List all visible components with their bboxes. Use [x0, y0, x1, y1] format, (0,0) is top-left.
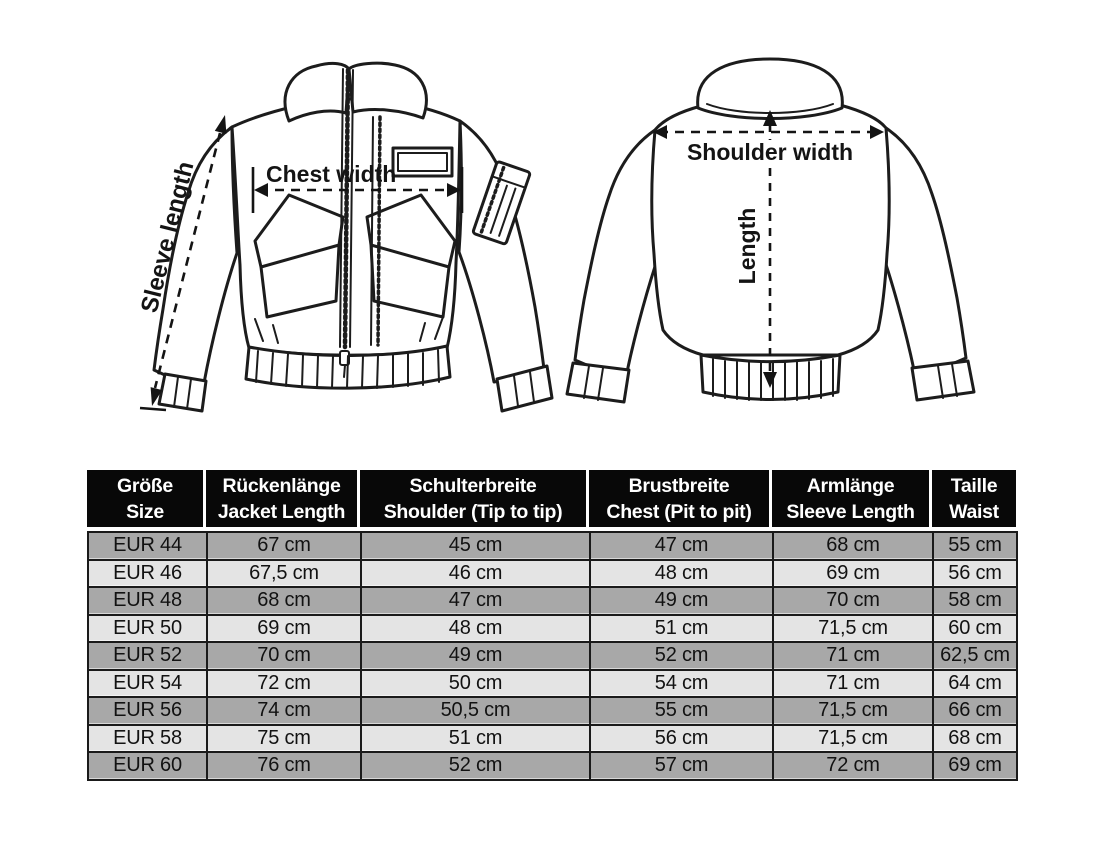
size-table-header — [87, 470, 1016, 527]
header-en: Sleeve Length — [786, 500, 915, 523]
table-cell: 56 cm — [590, 725, 773, 753]
table-cell: 55 cm — [590, 697, 773, 725]
chest-width-label: Chest width — [266, 161, 397, 187]
header-cell-brustbreite — [589, 470, 772, 527]
sleeve-length-arrowhead-top — [215, 115, 227, 134]
header-en: Chest (Pit to pit) — [606, 500, 752, 523]
header-de: Armlänge — [806, 474, 895, 497]
header-de: Brustbreite — [628, 474, 730, 497]
table-cell: 76 cm — [207, 752, 361, 780]
size-table — [87, 470, 1016, 781]
table-cell: 75 cm — [207, 725, 361, 753]
front-collar-left — [285, 63, 349, 121]
table-cell: 72 cm — [773, 752, 933, 780]
table-cell: 58 cm — [933, 587, 1017, 615]
table-cell: 71,5 cm — [773, 697, 933, 725]
size-cell: EUR 60 — [88, 752, 207, 780]
table-cell: 74 cm — [207, 697, 361, 725]
table-cell: 71,5 cm — [773, 615, 933, 643]
table-cell: 50,5 cm — [361, 697, 590, 725]
header-de: Rückenlänge — [222, 474, 341, 497]
table-row — [88, 642, 1017, 670]
table-cell: 54 cm — [590, 670, 773, 698]
header-en: Waist — [949, 500, 999, 523]
table-row — [88, 752, 1017, 780]
table-cell: 56 cm — [933, 560, 1017, 588]
table-row — [88, 670, 1017, 698]
front-zipper-teeth — [345, 70, 348, 347]
header-de: Schulterbreite — [409, 474, 537, 497]
table-cell: 45 cm — [361, 532, 590, 560]
header-cell-armlaenge — [772, 470, 932, 527]
sleeve-length-baseline — [140, 408, 166, 410]
table-cell: 52 cm — [361, 752, 590, 780]
header-cell-rueckenlaenge — [206, 470, 360, 527]
table-cell: 55 cm — [933, 532, 1017, 560]
back-right-sleeve — [879, 128, 966, 370]
table-cell: 67 cm — [207, 532, 361, 560]
table-cell: 52 cm — [590, 642, 773, 670]
table-cell: 71,5 cm — [773, 725, 933, 753]
table-cell: 47 cm — [361, 587, 590, 615]
table-row — [88, 587, 1017, 615]
table-cell: 70 cm — [207, 642, 361, 670]
table-cell: 50 cm — [361, 670, 590, 698]
back-collar — [698, 59, 843, 119]
length-label: Length — [734, 207, 760, 285]
size-cell: EUR 54 — [88, 670, 207, 698]
table-cell: 57 cm — [590, 752, 773, 780]
header-de: Größe — [117, 474, 173, 497]
size-cell: EUR 56 — [88, 697, 207, 725]
table-cell: 68 cm — [933, 725, 1017, 753]
table-cell: 49 cm — [590, 587, 773, 615]
table-cell: 68 cm — [207, 587, 361, 615]
table-row — [88, 615, 1017, 643]
table-cell: 47 cm — [590, 532, 773, 560]
front-left-cuff — [159, 374, 206, 411]
table-cell: 51 cm — [590, 615, 773, 643]
header-cell-schulterbreite — [360, 470, 589, 527]
table-cell: 51 cm — [361, 725, 590, 753]
header-de: Taille — [950, 474, 998, 497]
table-cell: 62,5 cm — [933, 642, 1017, 670]
front-collar-right — [349, 63, 426, 118]
front-right-sleeve — [459, 121, 544, 382]
table-cell: 64 cm — [933, 670, 1017, 698]
header-cell-taille — [932, 470, 1016, 527]
size-cell: EUR 46 — [88, 560, 207, 588]
table-cell: 60 cm — [933, 615, 1017, 643]
table-cell: 69 cm — [933, 752, 1017, 780]
back-left-sleeve — [575, 130, 662, 372]
jacket-front-diagram — [103, 55, 573, 437]
table-row — [88, 697, 1017, 725]
back-body — [652, 99, 889, 355]
table-row — [88, 532, 1017, 560]
shoulder-width-label: Shoulder width — [686, 139, 854, 165]
size-cell: EUR 52 — [88, 642, 207, 670]
size-cell: EUR 58 — [88, 725, 207, 753]
front-zipper-pull-tab — [344, 365, 345, 377]
header-cell-groesse — [87, 470, 206, 527]
table-cell: 68 cm — [773, 532, 933, 560]
table-row — [88, 725, 1017, 753]
table-cell: 69 cm — [773, 560, 933, 588]
header-en: Shoulder (Tip to tip) — [383, 500, 563, 523]
size-table-body — [87, 531, 1018, 781]
table-cell: 48 cm — [361, 615, 590, 643]
table-cell: 69 cm — [207, 615, 361, 643]
jacket-back-diagram — [553, 48, 1008, 438]
table-cell: 66 cm — [933, 697, 1017, 725]
header-en: Jacket Length — [217, 500, 346, 523]
size-cell: EUR 44 — [88, 532, 207, 560]
table-cell: 67,5 cm — [207, 560, 361, 588]
table-cell: 71 cm — [773, 642, 933, 670]
sleeve-length-label: Sleeve length — [135, 158, 200, 316]
size-cell: EUR 50 — [88, 615, 207, 643]
table-cell: 46 cm — [361, 560, 590, 588]
table-cell: 70 cm — [773, 587, 933, 615]
size-cell: EUR 48 — [88, 587, 207, 615]
header-en: Size — [126, 500, 164, 523]
table-cell: 71 cm — [773, 670, 933, 698]
table-cell: 72 cm — [207, 670, 361, 698]
table-cell: 49 cm — [361, 642, 590, 670]
table-row — [88, 560, 1017, 588]
table-cell: 48 cm — [590, 560, 773, 588]
